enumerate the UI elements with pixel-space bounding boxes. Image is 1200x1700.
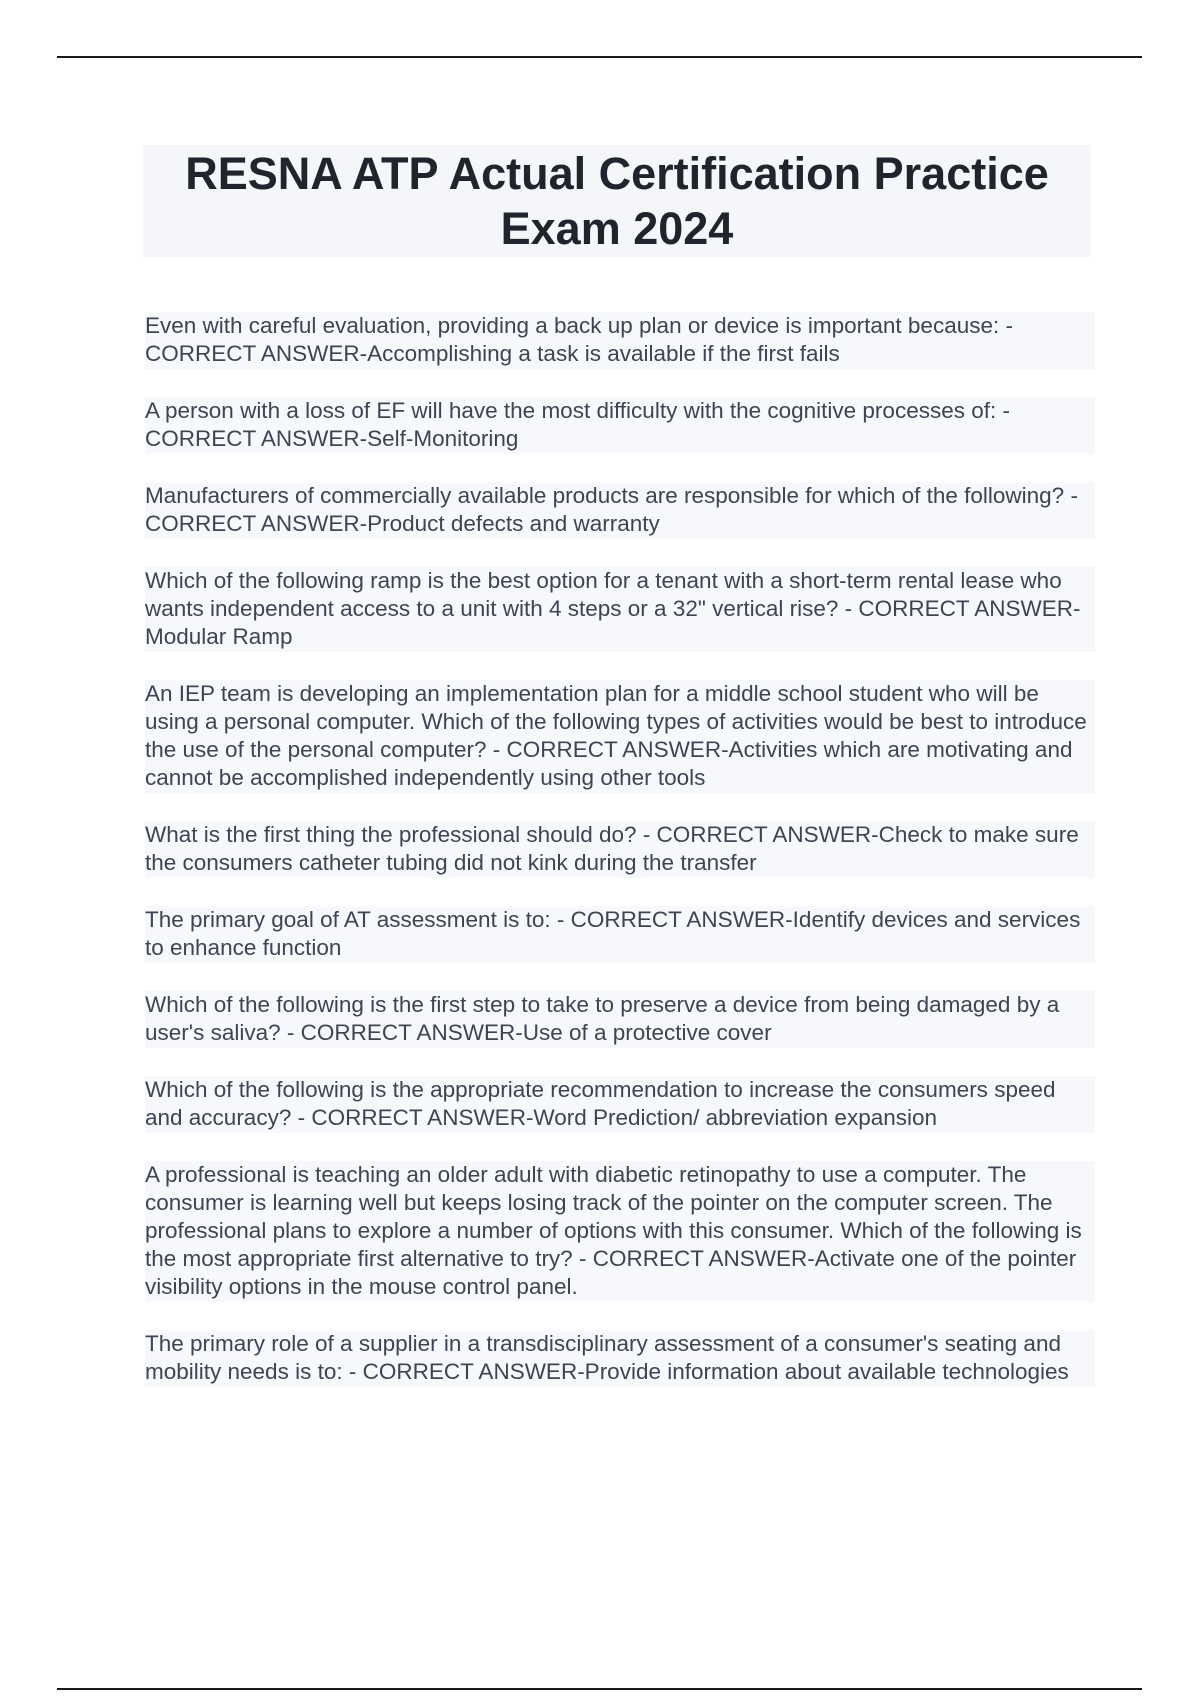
qa-item-6: What is the first thing the professional should do? - CORRECT ANSWER-Check to make sure the consumers catheter tubing did not kink during the transfer	[145, 821, 1095, 878]
page-title	[185, 146, 1049, 256]
qa-item-7: The primary goal of AT assessment is to: - CORRECT ANSWER-Identify devices and services to enhance function	[145, 906, 1095, 963]
qa-item-5: An IEP team is developing an implementation plan for a middle school student who will be using a personal computer. Which of the following types of activities would be best to introduce the use of the personal computer? - CORRECT ANSWER-Activities which are motivating and cannot be accomplished independently using other tools	[145, 680, 1095, 793]
qa-item-9: Which of the following is the appropriate recommendation to increase the consumers speed and accuracy? - CORRECT ANSWER-Word Prediction/ abbreviation expansion	[145, 1076, 1095, 1133]
question-answer-list	[145, 312, 1095, 1415]
qa-item-3: Manufacturers of commercially available products are responsible for which of the following? - CORRECT ANSWER-Product defects and warranty	[145, 482, 1095, 539]
title-line-1: RESNA ATP Actual Certification Practice	[185, 148, 1049, 199]
top-rule	[57, 56, 1142, 58]
qa-item-11: The primary role of a supplier in a transdisciplinary assessment of a consumer's seating and mobility needs is to: - CORRECT ANSWER-Provide information about available technologies	[145, 1330, 1095, 1387]
qa-item-4: Which of the following ramp is the best option for a tenant with a short-term rental lease who wants independent access to a unit with 4 steps or a 32" vertical rise? - CORRECT ANSWER-Modular Ramp	[145, 567, 1095, 652]
title-line-2: Exam 2024	[500, 203, 734, 254]
bottom-rule	[57, 1688, 1142, 1690]
qa-item-2: A person with a loss of EF will have the most difficulty with the cognitive processes of: - CORRECT ANSWER-Self-Monitoring	[145, 397, 1095, 454]
qa-item-1: Even with careful evaluation, providing a back up plan or device is important because: - CORRECT ANSWER-Accomplishing a task is available if the first fails	[145, 312, 1095, 369]
title-block	[143, 145, 1091, 257]
qa-item-8: Which of the following is the first step to take to preserve a device from being damaged by a user's saliva? - CORRECT ANSWER-Use of a protective cover	[145, 991, 1095, 1048]
qa-item-10: A professional is teaching an older adult with diabetic retinopathy to use a computer. The consumer is learning well but keeps losing track of the pointer on the computer screen. The professional plans to explore a number of options with this consumer. Which of the following is the most appropriate first alternative to try? - CORRECT ANSWER-Activate one of the pointer visibility options in the mouse control panel.	[145, 1161, 1095, 1302]
